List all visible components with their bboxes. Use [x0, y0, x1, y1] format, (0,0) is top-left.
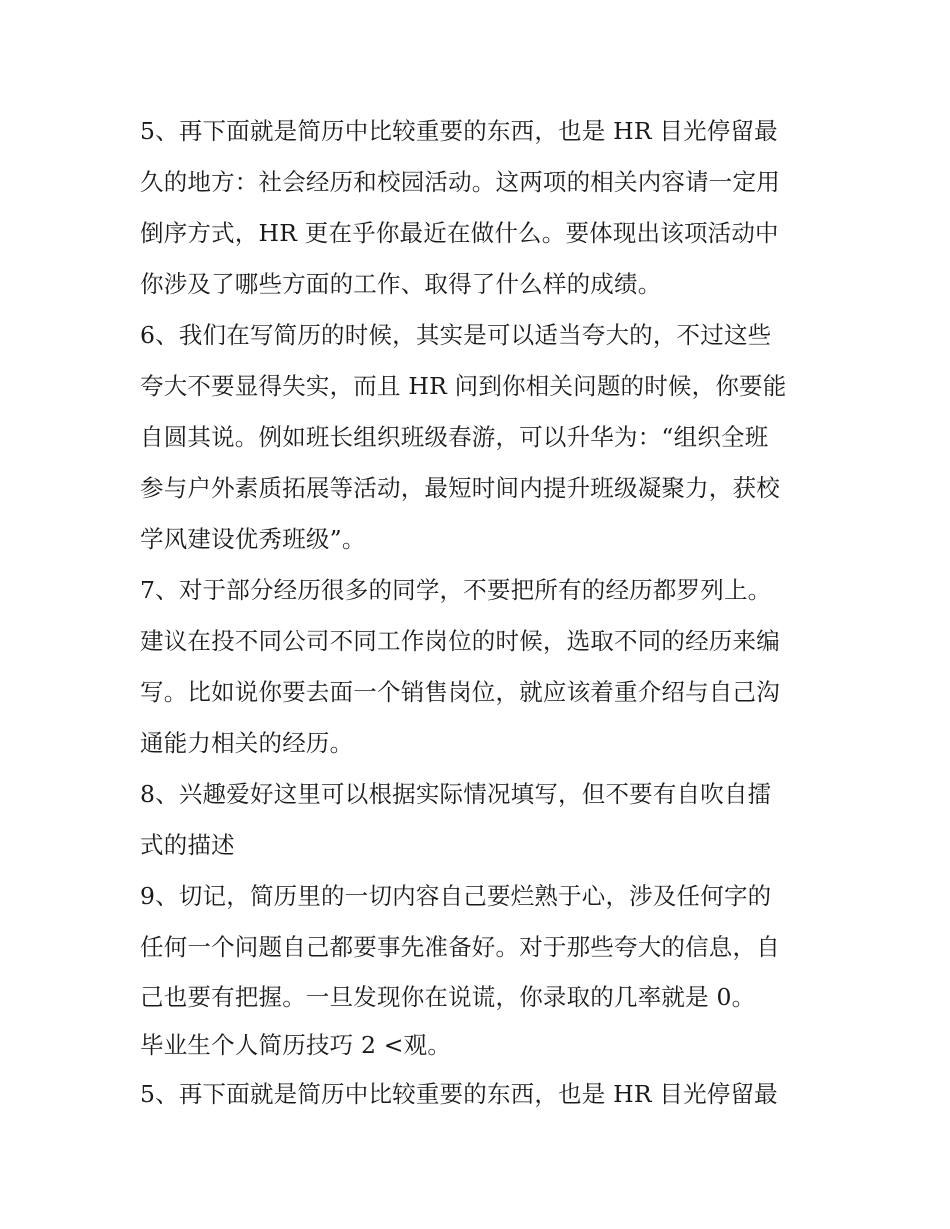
text-line: 你涉及了哪些方面的工作、取得了什么样的成绩。 — [140, 270, 662, 298]
text-line: 倒序方式，HR 更在乎你最近在做什么。要体现出该项活动中 — [140, 219, 779, 247]
text-line: 建议在投不同公司不同工作岗位的时候，选取不同的经历来编 — [140, 627, 780, 655]
text-line: 毕业生个人简历技巧 2 <观。 — [140, 1031, 452, 1059]
text-line: 9、切记，简历里的一切内容自己要烂熟于心，涉及任何字的 — [140, 882, 772, 910]
text-line: 5、再下面就是简历中比较重要的东西，也是 HR 目光停留最 — [140, 1080, 778, 1108]
text-line: 学风建设优秀班级”。 — [140, 525, 366, 553]
text-line: 通能力相关的经历。 — [140, 729, 354, 757]
text-line: 夸大不要显得失实，而且 HR 问到你相关问题的时候，你要能 — [140, 372, 787, 400]
text-line: 久的地方：社会经历和校园活动。这两项的相关内容请一定用 — [140, 168, 780, 196]
text-line: 5、再下面就是简历中比较重要的东西，也是 HR 目光停留最 — [140, 117, 778, 145]
text-line: 7、对于部分经历很多的同学，不要把所有的经历都罗列上。 — [140, 576, 772, 604]
text-line: 式的描述 — [140, 831, 235, 859]
text-line: 任何一个问题自己都要事先准备好。对于那些夸大的信息，自 — [140, 933, 780, 961]
text-line: 6、我们在写简历的时候，其实是可以适当夸大的，不过这些 — [140, 321, 772, 349]
text-line: 8、兴趣爱好这里可以根据实际情况填写，但不要有自吹自擂 — [140, 780, 772, 808]
document-body — [140, 106, 820, 1120]
text-line: 写。比如说你要去面一个销售岗位，就应该着重介绍与自己沟 — [140, 678, 780, 706]
text-line: 参与户外素质拓展等活动，最短时间内提升班级凝聚力，获校 — [140, 474, 780, 502]
text-line: 己也要有把握。一旦发现你在说谎，你录取的几率就是 0。 — [140, 983, 756, 1011]
text-line: 自圆其说。例如班长组织班级春游，可以升华为：“组织全班 — [140, 423, 769, 451]
